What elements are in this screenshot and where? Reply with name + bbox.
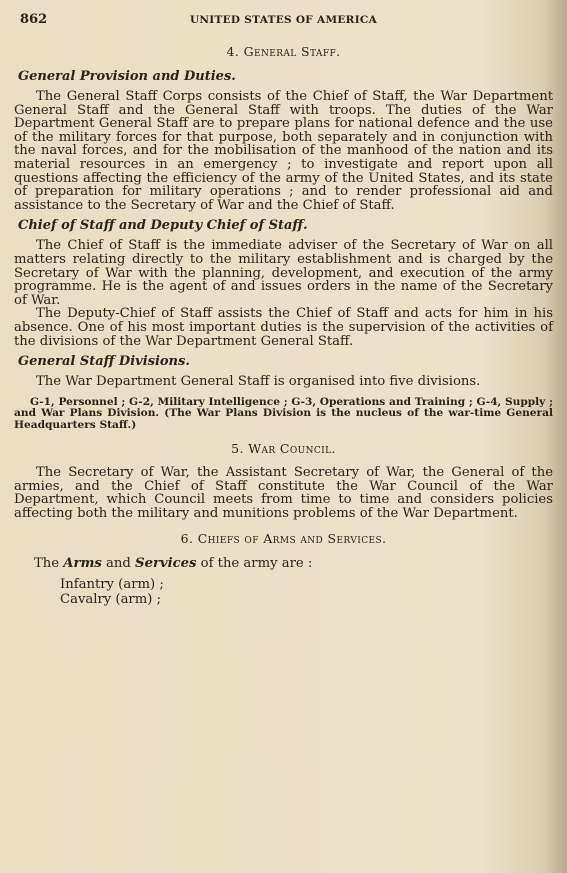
subheading-staff-divisions: General Staff Divisions. [18,354,190,370]
section-heading-general-staff: 4. General Staff. [226,44,341,59]
arms-list [60,577,553,607]
section-heading-war-council: 5. War Council. [231,441,336,457]
list-item: Cavalry (arm) ; [60,591,162,607]
paragraph-deputy-chief: The Deputy-Chief of Staff assists the Chief of Staff and acts for him in his absence. One of his most important duties is the supervision of the activities of the divisions of the War Department General Staff. [14,306,553,349]
intro-arms: Arms [63,555,102,571]
subheading-chief-of-staff: Chief of Staff and Deputy Chief of Staff. [18,218,308,234]
paragraph-staff-divisions: The War Department General Staff is organised into five divisions. [36,374,481,390]
intro-and: and [101,555,136,571]
paragraph-chief-of-staff: The Chief of Staff is the immediate adviser of the Secretary of War on all matters relating directly to the military establishment and is charged by the Secretary of War with the planning, development, and execution of the army programme. He is the agent of and issues orders in the name of the Secretary of War. [14,238,553,308]
arms-services-intro [34,556,553,571]
section-heading-arms-services: 6. Chiefs of Arms and Services. [180,530,387,546]
paragraph-division-list: G-1, Personnel ; G-2, Military Intelligence ; G-3, Operations and Training ; G-4, Supply ; and War Plans Division. (The War Plans Division is the nucleus of the war-time General Headquarters Staff.) [14,395,553,431]
paragraph-general-provision: The General Staff Corps consists of the Chief of Staff, the War Department General Staff and the General Staff with troops. The duties of the War Department General Staff are to prepare plans for national defence and the use of the military forces for that purpose, both separately and in conjunction with the naval forces, and for the mobilisation of the manhood of the nation and its material resources in an emergency ; to investigate and report upon all questions affecting the efficiency of the army of the United States, and its state of preparation for military operations ; and to render professional aid and assistance to the Secretary of War and the Chief of Staff. [14,89,553,213]
running-title: UNITED STATES OF AMERICA [189,14,378,26]
list-item: Infantry (arm) ; [60,576,164,592]
subheading-general-provision: General Provision and Duties. [18,69,236,84]
paragraph-war-council: The Secretary of War, the Assistant Secretary of War, the General of the armies, and the Chief of Staff constitute the War Council of the War Department, which Council meets from time to time and considers policies affecting both the military and munitions problems of the War Department. [14,465,553,521]
page-number: 862 [20,12,48,27]
intro-prefix: The [34,555,64,571]
intro-services: Services [135,555,197,571]
running-head [14,12,553,34]
intro-suffix: of the army are : [196,555,313,571]
